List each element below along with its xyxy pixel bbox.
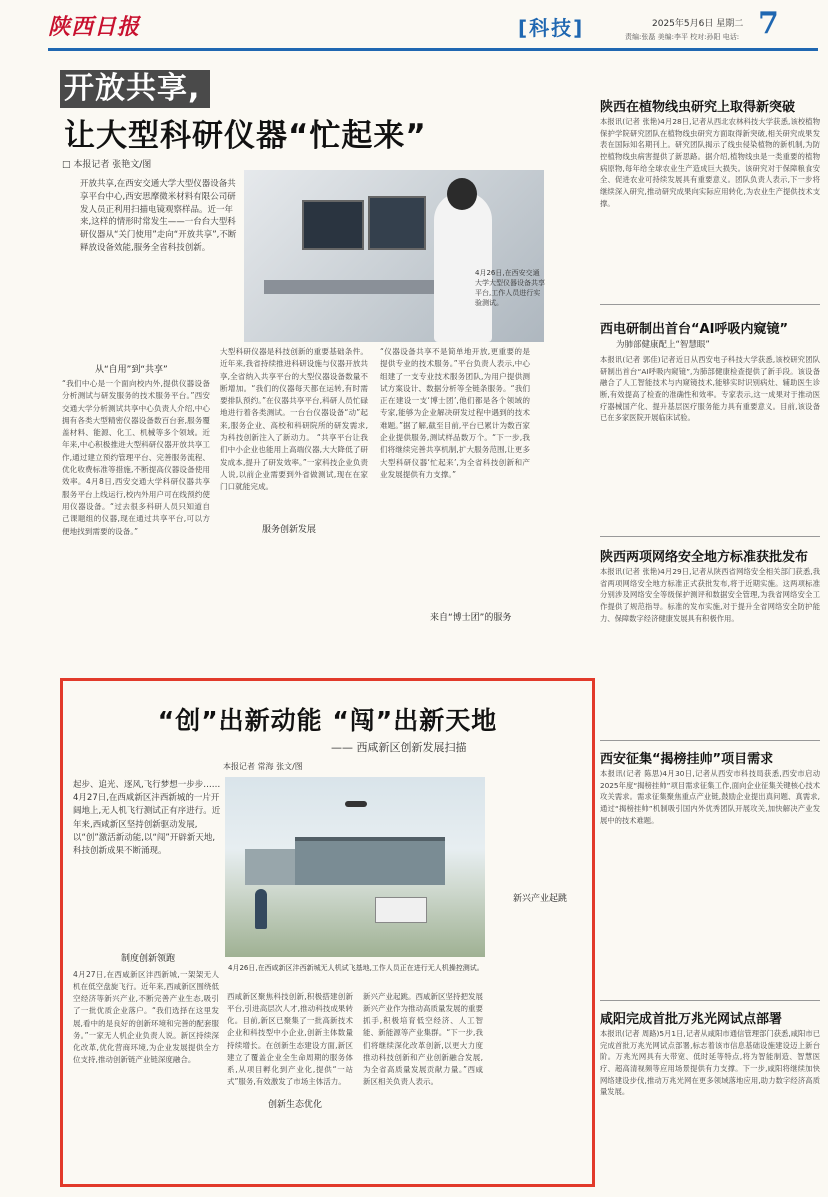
highlight-lead: 起步、追光、逐风,飞行梦想一步步……4月27日,在西咸新区沣西新城的一片开阔地上,无人机飞行测试正有序进行。近年来,西咸新区坚持创新驱动发展,以“创”激活新动能,以“闯”开辟新天地,科技创新成果不断涌现。 [73,780,221,856]
photo-operator [255,889,267,929]
highlight-column-1: 4月27日,在西咸新区沣西新城,一架架无人机在低空盘旋飞行。近年来,西咸新区围绕低空经济等新兴产业,不断完善产业生态,吸引了一批优质企业落户。“我们选择在这里发展,看中的是良好的创新环境和完善的配套服务。”一家无人机企业负责人说。新区持续深化改革,优化营商环境,为企业发展提供全方位支持,推动创新链产业链深度融合。 [73,970,219,1064]
article-title: 陕西两项网络安全地方标准获批发布 [600,550,809,565]
subhead: 从“自用”到“共享” [95,365,168,375]
drone-photo [225,777,485,957]
lead-banner: 开放共享, [60,70,210,108]
divider [600,740,820,741]
article-body: 本报讯(记者 周路)5月1日,记者从咸阳市通信管理部门获悉,咸阳市已完成首批万兆光网试点部署,标志着该市信息基础设施建设迈上新台阶。万兆光网具有大带宽、低时延等特点,将为智能制造、智慧医疗、超高清视频等应用场景提供有力支撑。下一步,咸阳将继续加快网络建设步伐,推动万兆光网在更多领域落地应用,助力数字经济高质量发展。 [600,1029,820,1097]
page-number: 7 [758,6,779,41]
section-heading: 新兴产业起跳 [512,894,567,904]
subhead: 服务创新发展 [262,525,317,535]
highlight-headline: “创”出新动能 “闯”出新天地 [157,706,498,735]
photo-desk [264,280,444,294]
lead-column-3: “仪器设备共享不是简单地开放,更重要的是提供专业的技术服务。”平台负责人表示,中心组建了一支专业技术服务团队,为用户提供测试方案设计、数据分析等全链条服务。“我们正在建设一支‘博士团’,他们都是各个领域的专家,能够为企业解决研发过程中遇到的技术难题。”据了解,截至目前,平台已累计为数百家企业提供服务,测试样品数万个。“下一步,我们将继续完善共享机制,扩大服务范围,让更多大型科研仪器‘忙起来’,为全省科技创新和产业发展提供有力支撑。” [380,347,530,479]
highlight-subtitle: —— 西咸新区创新发展扫描 [331,741,467,754]
photo-building [295,837,445,885]
article-body: 本报讯(记者 张艳)4月28日,记者从西北农林科技大学获悉,该校植物保护学院研究团队在植物线虫研究方面取得新突破,相关研究成果发表在国际知名期刊上。研究团队揭示了线虫侵染植物的新机制,为防控植物线虫病害提供了新思路。据介绍,植物线虫是一类重要的植物病原物,每年给全球农业生产造成巨大损失。该研究对于保障粮食安全、促进农业可持续发展具有重要意义。团队负责人表示,下一步将继续深入研究,推动研究成果向实际应用转化,为农业生产提供技术支撑。 [600,117,820,208]
article-subtitle: 为肺部健康配上“智慧眼” [616,340,710,350]
article-body: 本报讯(记者 郭佳)记者近日从西安电子科技大学获悉,该校研究团队研制出首台“AI呼吸内窥镜”,为肺部健康检查提供了新手段。该设备融合了人工智能技术与内窥镜技术,能够实时识别病灶、辅助医生诊断,有效提高了检查的准确性和效率。专家表示,这一成果对于推动医疗器械国产化、提升基层医疗服务能力具有重要意义。目前,该设备已在多家医院开展临床试验。 [600,355,820,423]
highlight-column-2: 西咸新区聚焦科技创新,积极搭建创新平台,引进高层次人才,推动科技成果转化。目前,新区已聚集了一批高新技术企业和科技型中小企业,创新主体数量持续增长。在创新生态建设方面,新区建立了覆盖企业全生命周期的服务体系,从项目孵化到产业化,提供“一站式”服务,有效激发了市场主体活力。 [227,992,353,1086]
section-heading: 制度创新领跑 [120,954,175,964]
section-label: [科技] [518,16,585,40]
article-title: 西电研制出首台“AI呼吸内窥镜” [600,322,788,337]
article-title: 陕西在植物线虫研究上取得新突破 [600,100,796,115]
photo-researcher [434,192,492,342]
lead-column-1: “我们中心是一个面向校内外,提供仪器设备分析测试与研发服务的技术服务平台。”西安交通大学分析测试共享中心负责人介绍,中心拥有各类大型精密仪器设备数百台套,服务覆盖材料、能源、化工、机械等多个领域。近年来,中心积极推进大型科研仪器开放共享工作,通过建立预约管理平台、完善服务流程、优化收费标准等措施,不断提高仪器设备使用效率。4月8日,西安交通大学科研仪器共享服务平台上线运行,校内外用户可在线预约使用仪器设备。“过去很多科研人员只知道自己课题组的仪器,现在通过共享平台,可以方便地找到需要的设备。” [62,379,210,536]
highlight-column-3: 新兴产业起跳。西咸新区坚持把发展新兴产业作为推动高质量发展的重要抓手,积极培育低空经济、人工智能、新能源等产业集群。“下一步,我们将继续深化改革创新,以更大力度推动科技创新和产业创新融合发展,为全省高质量发展贡献力量。”西咸新区相关负责人表示。 [363,992,483,1086]
lab-photo [244,170,544,342]
masthead-rule [48,48,818,51]
subhead: 来自“博士团”的服务 [430,613,512,623]
divider [600,304,820,305]
masthead [40,8,820,44]
lead-intro: 开放共享,在西安交通大学大型仪器设备共享平台中心,西安思摩微米材料有限公司研发人员正利用扫描电镜观察样品。近一年来,这样的情形时常发生——一台台大型科研仪器从“关门使用”走向“开放共享”,不断释放设备效能,服务全省科技创新。 [80,179,237,253]
photo-monitor [368,196,426,250]
issue-date: 2025年5月6日 星期二 [652,19,744,29]
article-body: 本报讯(记者 张艳)4月29日,记者从陕西省网络安全相关部门获悉,我省两项网络安全地方标准正式获批发布,将于近期实施。这两项标准分别涉及网络安全等级保护测评和数据安全管理,为我省网络安全工作提供了规范指导。标准的发布实施,对于提升全省网络安全防护能力、保障数字经济健康发展具有积极作用。 [600,567,820,623]
divider [600,1000,820,1001]
lab-photo-caption: 4月26日,在西安交通大学大型仪器设备共享平台,工作人员进行实验测试。 [475,269,545,308]
article-title: 咸阳完成首批万兆光网试点部署 [600,1012,783,1027]
highlighted-article [60,678,595,1187]
lead-byline: □ 本报记者 张艳文/图 [62,160,152,170]
divider [600,536,820,537]
drone-photo-caption: 4月26日,在西咸新区沣西新城无人机试飞基地,工作人员正在进行无人机操控测试。 [228,964,484,972]
lead-column-2: 大型科研仪器是科技创新的重要基础条件。近年来,我省持续推进科研设施与仪器开放共享,全省纳入共享平台的大型仪器设备数量不断增加。“我们的仪器每天都在运转,有时需要排队预约。”在仪器共享平台,科研人员忙碌地进行着各类测试。一台台仪器设备“动”起来,服务企业、高校和科研院所的研发需求,为科技创新注入了新动力。 “共享平台让我们中小企业也能用上高端仪器,大大降低了研发成本,提升了研发效率。”一家科技企业负责人说,以前企业需要到外省做测试,现在在家门口就能完成。 [220,347,368,492]
lead-headline: 让大型科研仪器“忙起来” [64,118,427,154]
article-body: 本报讯(记者 陈思)4月30日,记者从西安市科技局获悉,西安市启动2025年度“揭榜挂帅”项目需求征集工作,面向企业征集关键核心技术攻关需求。需求征集聚焦重点产业链,鼓励企业提出真问题、真需求,通过“揭榜挂帅”机制吸引国内外优秀团队开展攻关,加快解决产业发展中的技术难题。 [600,769,820,825]
article-title: 西安征集“揭榜挂帅”项目需求 [600,752,774,767]
photo-researcher-head [447,178,477,210]
highlight-byline: 本报记者 常海 张文/图 [223,762,303,771]
drone-icon [345,801,367,807]
editor-credits: 责编:张磊 美编:李平 校对:孙阳 电话: [625,33,740,41]
photo-monitor [302,200,364,250]
photo-vehicle [375,897,427,923]
section-heading: 创新生态优化 [267,1100,322,1110]
newspaper-logo: 陕西日报 [48,14,141,40]
